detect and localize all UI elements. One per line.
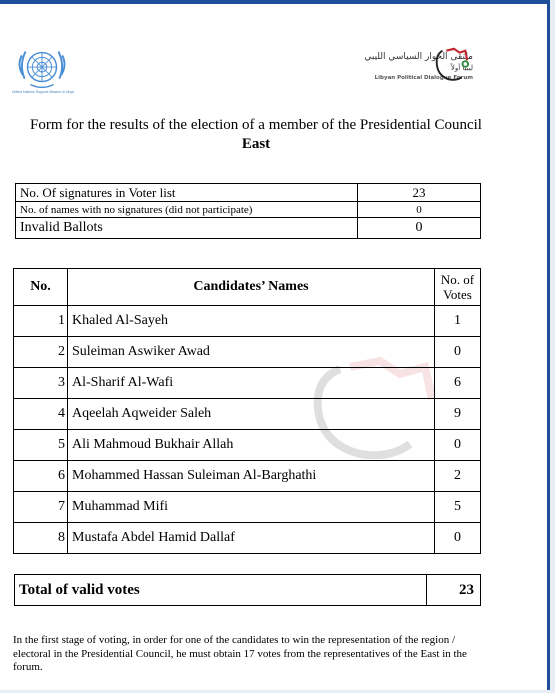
candidate-votes: 9 [435, 399, 481, 430]
header-votes: No. of Votes [435, 269, 481, 306]
un-caption: United Nations Support Mission in Libya [11, 90, 75, 94]
forum-arabic-sub: ليبيا أولاً [450, 64, 473, 72]
table-row [14, 492, 481, 523]
header-names: Candidates’ Names [68, 269, 435, 306]
signatures-label: No. Of signatures in Voter list [16, 184, 358, 202]
candidate-no: 4 [14, 399, 68, 430]
form-title-block [16, 116, 496, 154]
lpdf-map-icon [433, 44, 471, 84]
candidate-name: Al-Sharif Al-Wafi [68, 368, 435, 399]
forum-english-name: Libyan Political Dialogue Forum [374, 75, 473, 81]
table-row [14, 368, 481, 399]
candidate-name: Ali Mahmoud Bukhair Allah [68, 430, 435, 461]
invalid-ballots-label: Invalid Ballots [16, 218, 358, 239]
forum-arabic-name: ملتقى الحوار السياسي الليبي [364, 52, 473, 62]
candidate-votes: 2 [435, 461, 481, 492]
candidate-name: Mohammed Hassan Suleiman Al-Barghathi [68, 461, 435, 492]
header-no: No. [14, 269, 68, 306]
candidate-name: Muhammad Mifi [68, 492, 435, 523]
candidate-no: 8 [14, 523, 68, 554]
table-row [14, 430, 481, 461]
candidate-no: 6 [14, 461, 68, 492]
candidate-name: Khaled Al-Sayeh [68, 306, 435, 337]
total-label: Total of valid votes [15, 575, 427, 606]
candidate-name: Mustafa Abdel Hamid Dallaf [68, 523, 435, 554]
summary-row-invalid [16, 218, 481, 239]
total-row [15, 575, 481, 606]
candidate-name: Suleiman Aswiker Awad [68, 337, 435, 368]
signatures-value: 23 [358, 184, 481, 202]
table-row [14, 337, 481, 368]
summary-row-signatures [16, 184, 481, 202]
candidate-votes: 0 [435, 430, 481, 461]
candidate-no: 1 [14, 306, 68, 337]
candidates-table [13, 268, 481, 554]
candidate-no: 5 [14, 430, 68, 461]
no-signatures-value: 0 [358, 202, 481, 218]
candidates-header-row [14, 269, 481, 306]
candidate-votes: 6 [435, 368, 481, 399]
candidate-votes: 5 [435, 492, 481, 523]
region-title: East [241, 136, 271, 152]
table-row [14, 399, 481, 430]
footnote: In the first stage of voting, in order for one of the candidates to win the representation of the region / electoral in the Presidential Council, he must obtain 17 votes from the representatives of the East in the forum. [13, 634, 467, 673]
table-row [14, 461, 481, 492]
no-signatures-label: No. of names with no signatures (did not participate) [16, 202, 358, 218]
candidate-votes: 0 [435, 523, 481, 554]
invalid-ballots-value: 0 [358, 218, 481, 239]
summary-table [15, 183, 481, 239]
candidate-votes: 1 [435, 306, 481, 337]
table-row [14, 523, 481, 554]
candidate-no: 7 [14, 492, 68, 523]
candidate-no: 2 [14, 337, 68, 368]
total-value: 23 [427, 575, 481, 606]
candidate-name: Aqeelah Aqweider Saleh [68, 399, 435, 430]
summary-row-no-signatures [16, 202, 481, 218]
table-row [14, 306, 481, 337]
form-title: Form for the results of the election of a member of the Presidential Council [30, 117, 482, 133]
candidate-no: 3 [14, 368, 68, 399]
candidate-votes: 0 [435, 337, 481, 368]
total-table [14, 574, 481, 606]
